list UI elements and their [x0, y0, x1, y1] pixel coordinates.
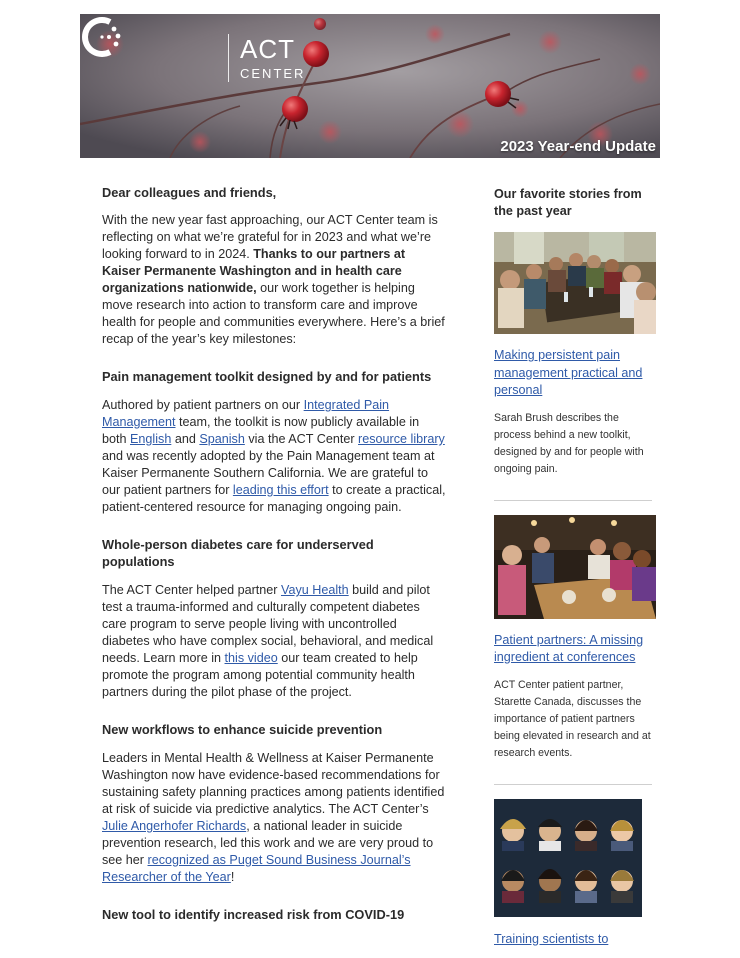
story-title-link[interactable]: Making persistent pain management practical and personal — [494, 348, 643, 397]
update-label: 2023 Year-end Update — [500, 138, 656, 155]
story-title-link[interactable]: Patient partners: A missing ingredient at conferences — [494, 632, 644, 664]
diabetes-text-3: our team created to help promote the program among potential community health partners during the pilot phase of the project. — [102, 651, 418, 699]
covid-section — [102, 906, 447, 923]
berry-branch-photo — [80, 14, 660, 158]
story-card — [494, 515, 656, 762]
vayu-health-link[interactable]: Vayu Health — [280, 583, 349, 597]
story-divider — [494, 784, 652, 785]
hero-banner — [80, 14, 660, 158]
story-description: ACT Center patient partner, Starette Canada, discusses the importance of patient partners being elevated in research and at research events. — [494, 678, 651, 759]
logo-name: ACT — [240, 34, 295, 64]
pain-text-3: and — [171, 432, 200, 446]
main-column — [102, 184, 447, 935]
logo-divider — [228, 34, 229, 82]
diabetes-text-2: build and pilot test a trauma-informed and culturally competent diabetes care program to serve people living with uncontrolled diabetes who have complex social, behavioral, and medical needs. Learn more in — [102, 583, 434, 665]
diabetes-section — [102, 536, 447, 701]
this-video-link[interactable]: this video — [224, 651, 278, 665]
story-title-link[interactable]: Training scientists to — [494, 931, 609, 946]
diabetes-heading: Whole-person diabetes care for underserved populations — [102, 537, 374, 569]
researcher-of-year-link[interactable]: recognized as Puget Sound Business Journal’s Researcher of the Year — [102, 853, 411, 884]
story-divider — [494, 500, 652, 501]
diabetes-text-1: The ACT Center helped partner — [102, 583, 281, 597]
sidebar-heading: Our favorite stories from the past year — [494, 187, 642, 218]
intro-section — [102, 184, 447, 348]
suicide-text-1: Leaders in Mental Health & Wellness at Kaiser Permanente Washington now have evidence-based recommendations for sustaining safety planning practices among patients identified at risk of suicide via predictive analytics. The ACT Center’s — [102, 751, 445, 816]
story-photo-group-dinner[interactable] — [494, 232, 656, 334]
pain-text-4: via the ACT Center — [244, 432, 359, 446]
spanish-link[interactable]: Spanish — [199, 432, 245, 446]
story-card — [494, 232, 656, 478]
diabetes-paragraph — [102, 582, 447, 701]
english-link[interactable]: English — [130, 432, 172, 446]
pain-text-2: team, the toolkit is now publicly available in both — [102, 415, 420, 446]
integrated-pain-link[interactable]: Integrated Pain Management — [102, 398, 390, 429]
resource-library-link[interactable]: resource library — [358, 432, 445, 446]
logo-sub: CENTER — [240, 66, 306, 81]
suicide-paragraph — [102, 750, 447, 886]
covid-heading: New tool to identify increased risk from COVID-19 — [102, 907, 405, 922]
pain-text-5: and was recently adopted by the Pain Management team at Kaiser Permanente Southern California. We are grateful to our patient partners for — [102, 449, 435, 497]
suicide-section — [102, 721, 447, 886]
story-card — [494, 799, 656, 949]
pain-text-1: Authored by patient partners on our — [102, 398, 304, 412]
suicide-heading: New workflows to enhance suicide prevention — [102, 722, 383, 737]
act-center-logo-icon — [80, 14, 126, 60]
story-description: Sarah Brush describes the process behind a new toolkit, designed by and for people with ongoing pain. — [494, 411, 644, 475]
intro-text-a: With the new year fast approaching, our ACT Center team is reflecting on what we’re grateful for in 2023 and what we’re looking forward to in 2024. — [102, 213, 438, 261]
story-photo-scientists-grid[interactable] — [494, 799, 642, 917]
pain-section — [102, 368, 447, 516]
suicide-text-2: , a national leader in suicide prevention research, led this work and we are very proud to see her — [102, 819, 434, 867]
pain-paragraph — [102, 397, 447, 516]
pain-heading: Pain management toolkit designed by and for patients — [102, 369, 432, 384]
intro-paragraph — [102, 212, 447, 348]
intro-text-bold: Thanks to our partners at Kaiser Permanente Washington and in health care organizations nationwide, — [102, 247, 406, 295]
julie-richards-link[interactable]: Julie Angerhofer Richards — [102, 819, 247, 833]
intro-text-b: our work together is helping move research into action to transform care and improve health for people and communities everywhere. Here’s a brief recap of the year’s key milestones: — [102, 281, 445, 346]
story-photo-patient-partners[interactable] — [494, 515, 656, 619]
suicide-text-3: ! — [230, 870, 235, 884]
stories-sidebar — [494, 186, 656, 948]
greeting: Dear colleagues and friends, — [102, 185, 277, 200]
leading-effort-link[interactable]: leading this effort — [232, 483, 329, 497]
pain-text-6: to create a practical, patient-centered resource for managing ongoing pain. — [102, 483, 446, 514]
